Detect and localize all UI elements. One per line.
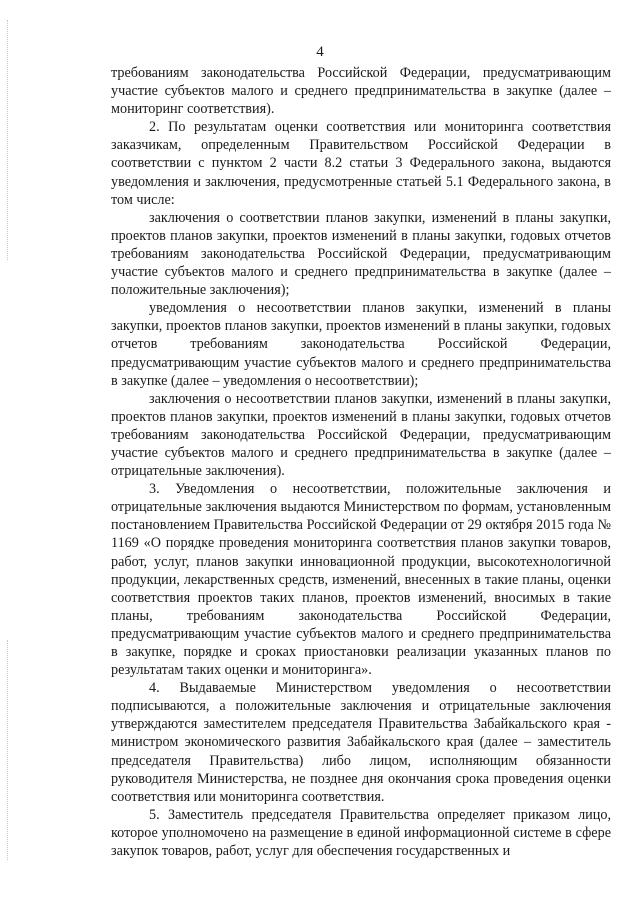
page-number: 4 bbox=[316, 44, 324, 60]
paragraph-item-5: 5. Заместитель председателя Правительства определяет приказом лицо, которое уполномочено на размещение в единой информационной системе в сфере закупок товаров, работ, услуг для обеспечения государственных и bbox=[111, 806, 611, 860]
paragraph-item-3: 3. Уведомления о несоответствии, положительные заключения и отрицательные заключения выдаются Министерством по формам, установленным постановлением Правительства Российской Федерации от 29 октября 2015 года № 1169 «О порядке проведения мониторинга соответствия планов закупки товаров, работ, услуг, планов закупки инновационной продукции, высокотехнологичной продукции, лекарственных средств, изменений, внесенных в такие планы, оценки соответствия проектов таких планов, проектов изменений, вносимых в такие планы, требованиям законодательства Российской Федерации, предусматривающим участие субъектов малого и среднего предпринимательства в закупке, порядке и сроках приостановки реализации указанных планов по результатам таких оценки и мониторинга». bbox=[111, 481, 611, 679]
paragraph-noncompliance-notices: уведомления о несоответствии планов закупки, изменений в планы закупки, проектов планов закупки, проектов изменений в планы закупки, годовых отчетов требованиям законодательства Российской Федерации, предусматривающим участие субъектов малого и среднего предпринимательства в закупке (далее – уведомления о несоответствии); bbox=[111, 300, 611, 389]
paragraph-item-2: 2. По результатам оценки соответствия или мониторинга соответствия заказчикам, определенным Правительством Российской Федерации в соответствии с пунктом 2 части 8.2 статьи 3 Федерального закона, выдаются уведомления и заключения, предусмотренные статьей 5.1 Федерального закона, в том числе: bbox=[111, 119, 611, 208]
paragraph-positive-conclusions: заключения о соответствии планов закупки, изменений в планы закупки, проектов планов закупки, проектов изменений в планы закупки, годовых отчетов требованиям законодательства Российской Федерации, предусматривающим участие субъектов малого и среднего предпринимательства в закупке (далее – положительные заключения); bbox=[111, 209, 611, 299]
scan-edge-mark bbox=[7, 640, 10, 860]
document-body bbox=[111, 64, 611, 860]
paragraph-negative-conclusions: заключения о несоответствии планов закупки, изменений в планы закупки, проектов планов закупки, проектов изменений в планы закупки, годовых отчетов требованиям законодательства Российской Федерации, предусматривающим участие субъектов малого и среднего предпринимательства в закупке (далее – отрицательные заключения). bbox=[111, 390, 611, 480]
paragraph-continuation: требованиям законодательства Российской Федерации, предусматривающим участие субъектов малого и среднего предпринимательства в закупке (далее – мониторинг соответствия). bbox=[111, 65, 611, 118]
paragraph-item-4: 4. Выдаваемые Министерством уведомления о несоответствии подписываются, а положительные заключения и отрицательные заключения утверждаются заместителем председателя Правительства Забайкальского края - министром экономического развития Забайкальского края (далее – заместитель председателя Правительства) либо лицом, исполняющим обязанности руководителя Министерства, не позднее дня окончания срока проведения оценки соответствия или мониторинга соответствия. bbox=[111, 680, 611, 805]
